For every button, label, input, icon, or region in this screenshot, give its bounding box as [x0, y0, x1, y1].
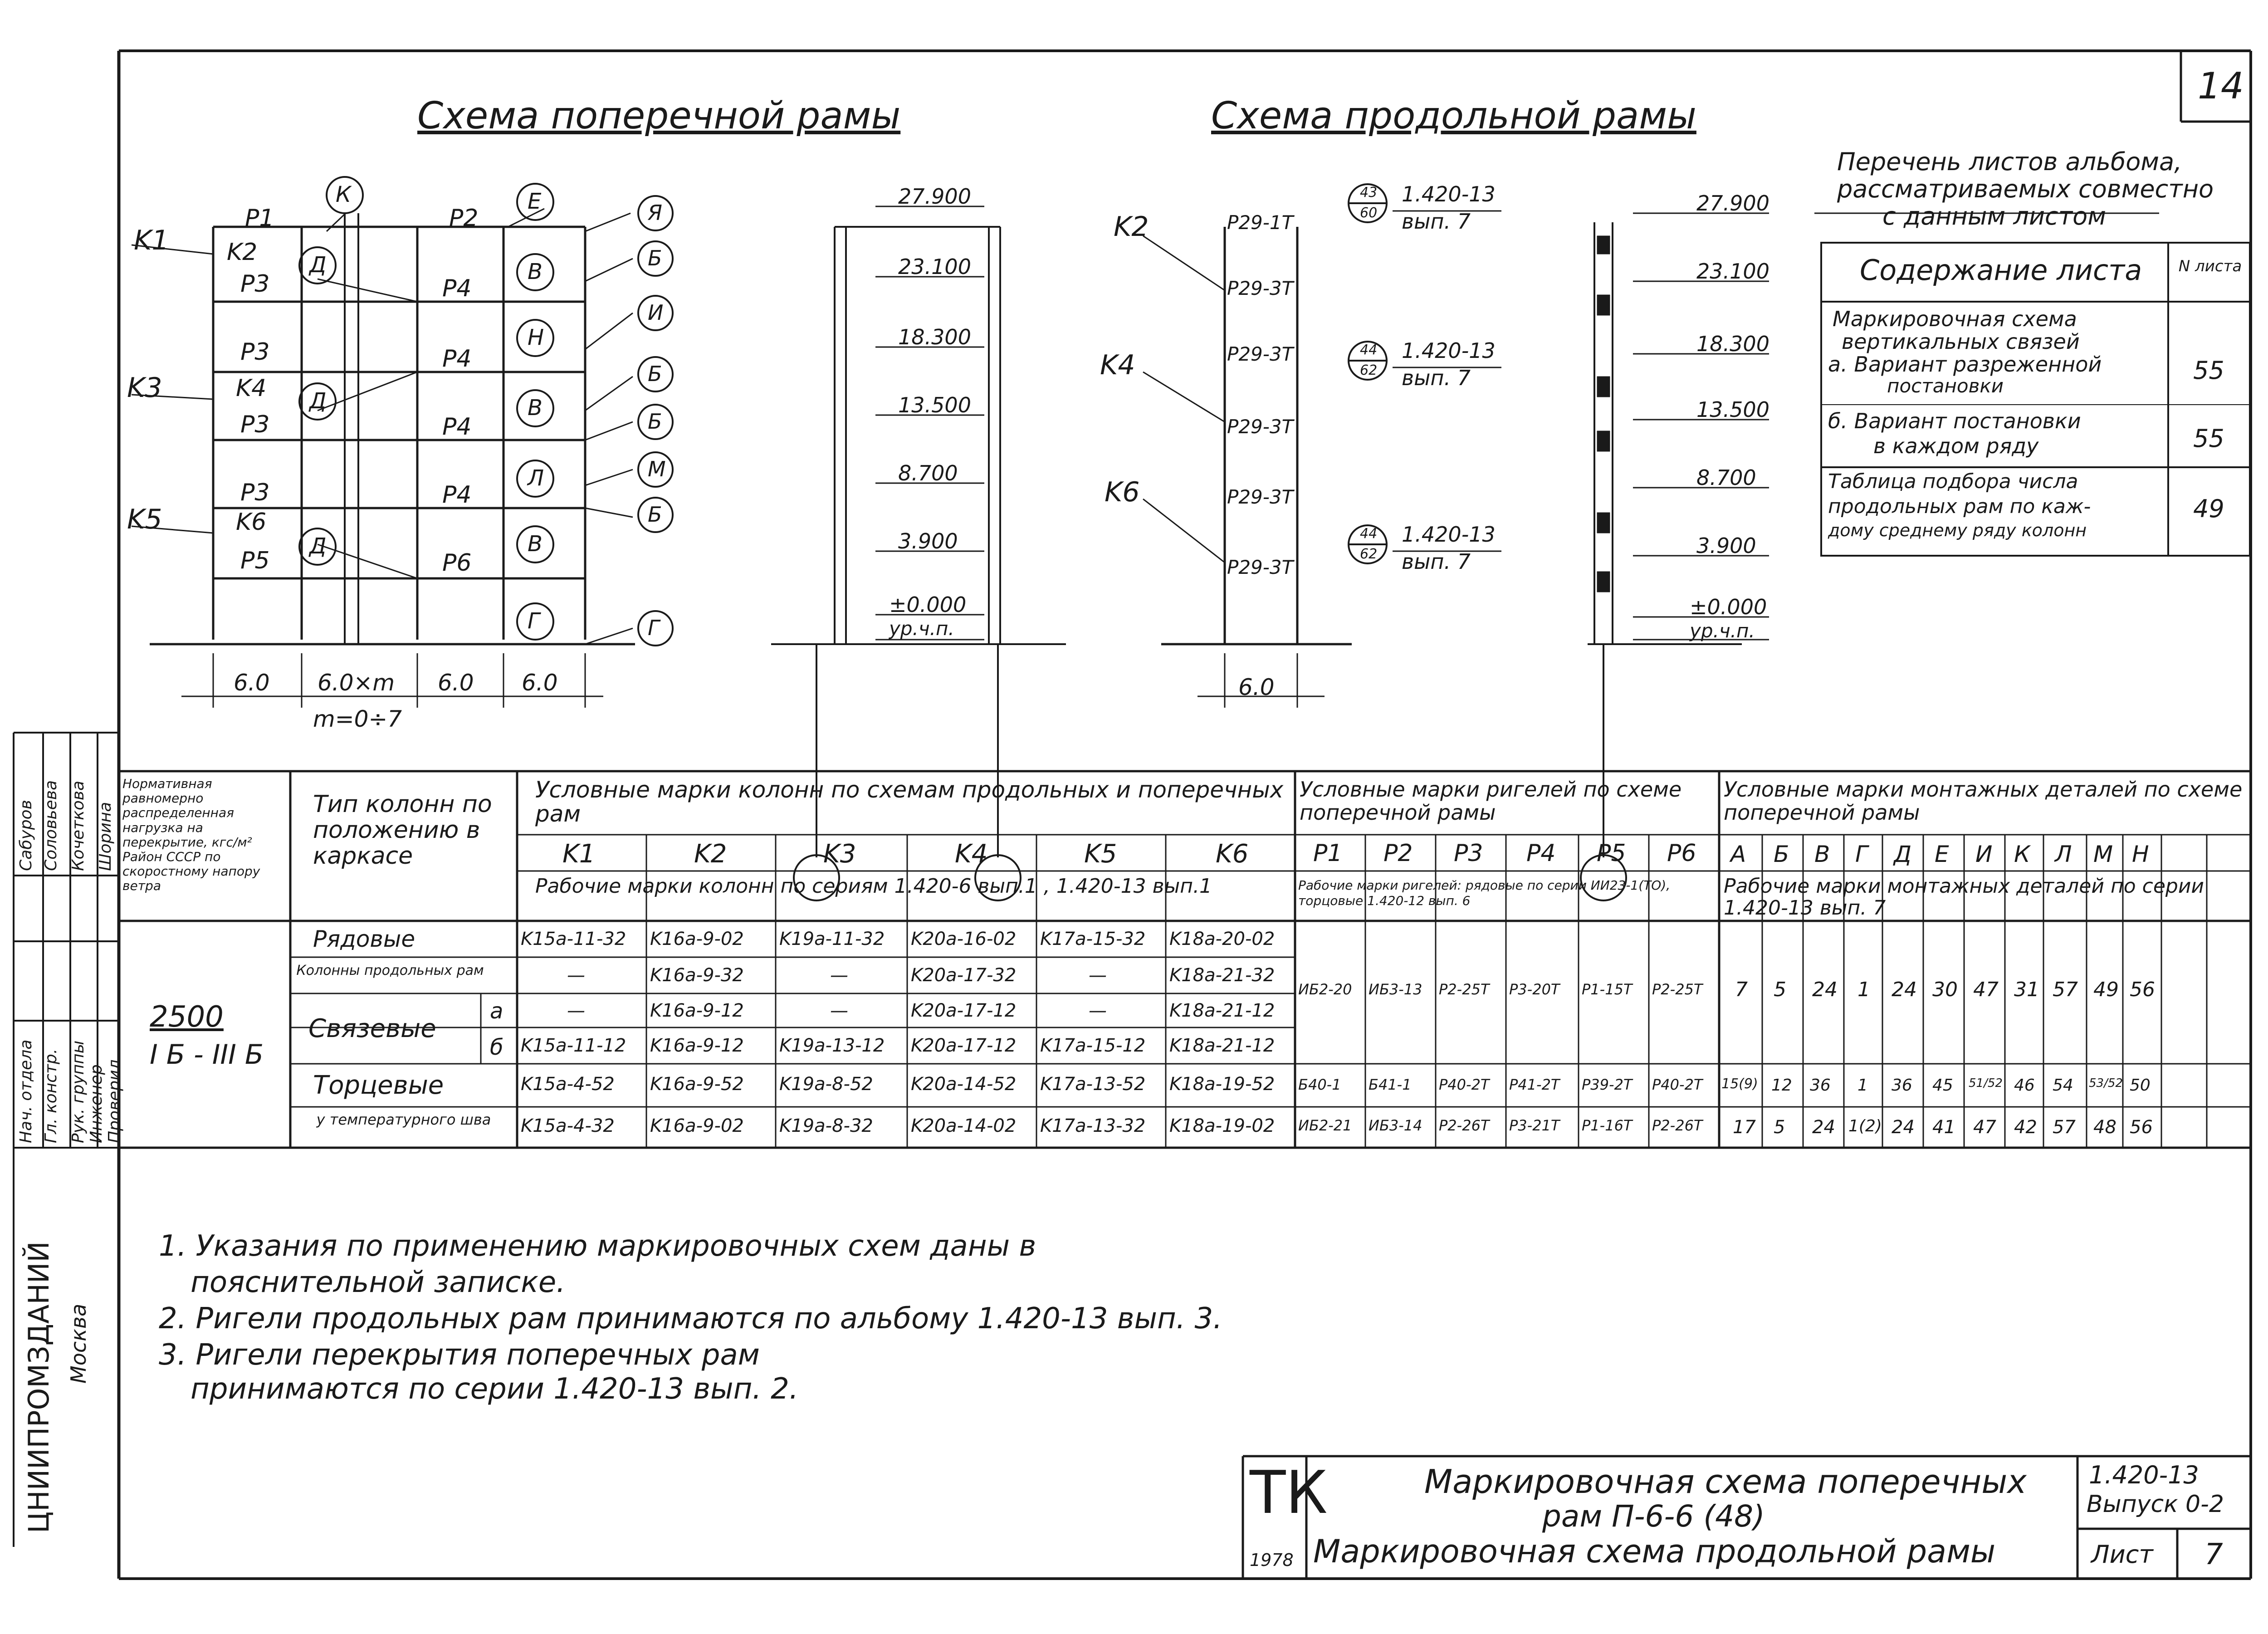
- column-mark: K16a-9-12: [650, 1000, 744, 1021]
- beam-label: P1: [245, 205, 274, 232]
- load-value: 2500: [150, 1000, 224, 1034]
- ref-issue: вып. 7: [1402, 209, 1471, 234]
- mark-letter: Б: [648, 362, 662, 386]
- album-list-row-text: Таблица подбора числа: [1828, 470, 2078, 493]
- beam-label: P29-3T: [1227, 277, 1294, 299]
- elevation-mark: 8.700: [898, 461, 958, 485]
- part-mark: 12: [1771, 1076, 1792, 1095]
- elevation-mark: 23.100: [1696, 259, 1769, 284]
- beam-label: P4: [442, 345, 472, 372]
- column-code: K2: [694, 839, 727, 869]
- ref-number: 62: [1360, 546, 1378, 562]
- beam-mark: P40-2T: [1439, 1076, 1490, 1093]
- column-mark: K15a-11-12: [521, 1035, 626, 1056]
- elevation-mark: 23.100: [898, 254, 971, 279]
- note-line: 1. Указания по применению маркировочных схем даны в: [159, 1229, 1036, 1263]
- column-mark: K19a-8-32: [779, 1115, 873, 1136]
- column-mark: —: [567, 1000, 585, 1021]
- elevation-mark: 3.900: [898, 529, 958, 553]
- column-mark: —: [830, 1000, 848, 1021]
- ref-doc: 1.420-13: [1402, 522, 1496, 547]
- note-line: 2. Ригели продольных рам принимаются по альбому 1.420-13 вып. 3.: [159, 1302, 1222, 1336]
- part-mark: 24: [1892, 1117, 1915, 1138]
- ref-number: 44: [1360, 342, 1378, 358]
- ref-doc: 1.420-13: [1402, 338, 1496, 363]
- mark-letter: Б: [648, 409, 662, 434]
- album-list-row-number: 55: [2193, 356, 2224, 385]
- part-mark: 7: [1735, 978, 1748, 1001]
- elevation-mark: 13.500: [898, 393, 971, 417]
- beam-label: P29-3T: [1227, 556, 1294, 578]
- title-sheet-label: Лист: [2091, 1540, 2153, 1569]
- header-cond-parts: Условные марки монтажных деталей по схеме поперечной рамы: [1724, 777, 2243, 825]
- album-list-header-number: N листа: [2178, 257, 2242, 275]
- title-series: 1.420-13: [2089, 1461, 2199, 1489]
- mark-letter: К: [336, 182, 352, 207]
- title-line: рам П-6-6 (48): [1542, 1499, 1765, 1534]
- column-mark: K18a-19-02: [1169, 1115, 1275, 1136]
- column-mark: K18a-21-12: [1169, 1000, 1275, 1021]
- part-code: К: [2014, 841, 2030, 867]
- column-mark: K15a-4-52: [521, 1074, 615, 1095]
- note-line: 3. Ригели перекрытия поперечных рам: [159, 1338, 760, 1372]
- part-mark: 53/52: [2089, 1076, 2123, 1090]
- album-list-title: Перечень листов альбома,: [1837, 147, 2182, 176]
- beam-code: P5: [1597, 840, 1626, 867]
- album-list-row-text: б. Вариант постановки: [1828, 409, 2081, 433]
- column-mark: K17a-15-12: [1040, 1035, 1146, 1056]
- mark-letter: Я: [648, 201, 662, 225]
- part-mark: 1(2): [1848, 1117, 1882, 1135]
- wind-region: I Б - III Б: [150, 1039, 264, 1071]
- part-mark: 57: [2053, 1117, 2076, 1138]
- part-mark: 45: [1932, 1076, 1953, 1095]
- row-type: у температурного шва: [316, 1111, 491, 1128]
- mark-letter: Д: [309, 533, 327, 559]
- beam-label: P4: [442, 413, 472, 440]
- elevation-mark: 27.900: [1696, 191, 1769, 215]
- note-line: пояснительной записке.: [191, 1266, 566, 1299]
- album-list-row-text: дому среднему ряду колонн: [1828, 520, 2087, 540]
- column-mark: K18a-19-52: [1169, 1074, 1275, 1095]
- column-mark: K19a-11-32: [779, 929, 885, 949]
- ref-number: 60: [1360, 205, 1378, 221]
- beam-mark: P3-20T: [1509, 981, 1560, 998]
- header-cond-beams: Условные марки ригелей по схеме поперечной рамы: [1300, 777, 1682, 825]
- stamp-name: Шорина: [96, 802, 115, 871]
- elevation-mark: 8.700: [1696, 465, 1756, 490]
- column-mark: K19a-13-12: [779, 1035, 885, 1056]
- beam-label: P29-3T: [1227, 343, 1294, 365]
- title-year: 1978: [1250, 1550, 1294, 1570]
- heading-longitudinal: Схема продольной рамы: [1211, 94, 1696, 137]
- column-code: K3: [823, 839, 856, 869]
- beam-label: P5: [240, 547, 270, 574]
- beam-mark: ИБ2-20: [1298, 981, 1352, 998]
- album-list-row-text: постановки: [1887, 375, 2004, 397]
- elevation-mark: 13.500: [1696, 397, 1769, 422]
- ref-issue: вып. 7: [1402, 549, 1471, 574]
- beam-mark: ИБ2-21: [1298, 1117, 1352, 1134]
- beam-mark: P3-21T: [1509, 1117, 1560, 1134]
- part-mark: 50: [2130, 1076, 2151, 1095]
- album-list-row-text: Маркировочная схема: [1833, 307, 2077, 331]
- column-label: K4: [236, 375, 267, 402]
- album-list-row-text: в каждом ряду: [1873, 434, 2039, 458]
- heading-transverse: Схема поперечной рамы: [417, 94, 901, 137]
- part-mark: 54: [2053, 1076, 2073, 1095]
- part-mark: 17: [1733, 1117, 1756, 1138]
- dimension-note: m=0÷7: [313, 706, 402, 732]
- beam-label: P3: [240, 270, 270, 298]
- dimension: 6.0: [438, 670, 474, 696]
- dimension: 6.0: [234, 670, 270, 696]
- beam-mark: ИБ3-13: [1369, 981, 1422, 998]
- elevation-mark: 3.900: [1696, 533, 1756, 558]
- column-mark: —: [567, 965, 585, 986]
- album-list-row-text: а. Вариант разреженной: [1828, 352, 2102, 377]
- column-code: K1: [562, 839, 596, 869]
- stamp-role: Рук. группы: [69, 1040, 88, 1143]
- column-mark: K20a-14-02: [911, 1115, 1017, 1136]
- stamp-role: Инженер: [87, 1064, 106, 1143]
- header-load: Нормативная равномерно распределенная нагрузка на перекрытие, кгс/м² Район СССР по скоростному напору ветра: [122, 776, 260, 894]
- stamp-role: Проверил: [105, 1059, 124, 1143]
- column-mark: K17a-15-32: [1040, 929, 1146, 949]
- mark-letter: Д: [309, 252, 327, 278]
- beam-mark: P2-25T: [1652, 981, 1703, 998]
- album-list-row-number: 55: [2193, 424, 2224, 453]
- beam-mark: P2-26T: [1439, 1117, 1490, 1134]
- elevation-mark: ±0.000: [889, 592, 967, 617]
- dimension: 6.0×m: [318, 670, 395, 696]
- column-mark: K20a-17-12: [911, 1035, 1017, 1056]
- mark-letter: Д: [309, 388, 327, 414]
- ref-number: 62: [1360, 362, 1378, 378]
- column-mark: —: [1089, 965, 1107, 986]
- part-mark: 24: [1812, 978, 1838, 1001]
- part-code: Г: [1855, 841, 1868, 867]
- part-code: Д: [1894, 841, 1912, 867]
- part-mark: 24: [1812, 1117, 1835, 1138]
- column-code: K5: [1084, 839, 1117, 869]
- sheet-number: 14: [2198, 65, 2244, 107]
- beam-mark: P1-16T: [1582, 1117, 1633, 1134]
- stamp-role: Нач. отдела: [17, 1039, 35, 1143]
- column-mark: K20a-16-02: [911, 929, 1017, 949]
- mark-letter: И: [648, 300, 664, 325]
- mark-letter: Б: [648, 246, 662, 270]
- row-sub: а: [490, 998, 503, 1024]
- column-mark: K15a-11-32: [521, 929, 626, 949]
- album-list-title: с данным листом: [1882, 202, 2106, 230]
- album-list-row-number: 49: [2193, 494, 2224, 523]
- ref-number: 44: [1360, 526, 1378, 542]
- row-sub: б: [490, 1035, 503, 1060]
- part-mark: 5: [1774, 1117, 1785, 1138]
- column-label: K4: [1100, 349, 1135, 381]
- part-mark: 1: [1857, 978, 1870, 1001]
- part-mark: 36: [1892, 1076, 1912, 1095]
- mark-letter: Б: [648, 502, 662, 527]
- column-label: K6: [236, 509, 267, 536]
- column-mark: K20a-14-52: [911, 1074, 1017, 1095]
- beam-mark: Б41-1: [1369, 1076, 1412, 1093]
- part-mark: 41: [1932, 1117, 1955, 1138]
- part-mark: 56: [2130, 978, 2155, 1001]
- beam-code: P1: [1313, 840, 1343, 867]
- stamp-name: Кочеткова: [69, 780, 88, 871]
- header-column-type: Тип колонн по положению в каркасе: [313, 791, 492, 870]
- mark-letter: Е: [528, 189, 542, 214]
- row-type: Колонны продольных рам: [296, 963, 484, 978]
- part-code: В: [1814, 841, 1830, 867]
- mark-letter: В: [528, 531, 543, 557]
- title-sheet-number: 7: [2204, 1538, 2223, 1571]
- part-mark: 57: [2053, 978, 2078, 1001]
- ref-doc: 1.420-13: [1402, 182, 1496, 206]
- column-label: K2: [1114, 211, 1149, 243]
- dimension: 6.0: [1238, 674, 1275, 700]
- part-mark: 5: [1774, 978, 1786, 1001]
- note-line: принимаются по серии 1.420-13 вып. 2.: [191, 1372, 799, 1406]
- beam-mark: P41-2T: [1509, 1076, 1560, 1093]
- column-mark: K20a-17-12: [911, 1000, 1017, 1021]
- column-mark: K20a-17-32: [911, 965, 1017, 986]
- column-label: K3: [127, 372, 162, 404]
- header-working-beams: Рабочие марки ригелей: рядовые по серии ИИ23-1(ТО), торцовые 1.420-12 вып. 6: [1298, 878, 1671, 908]
- beam-label: P4: [442, 275, 472, 302]
- column-label: K6: [1105, 476, 1140, 508]
- dimension: 6.0: [522, 670, 558, 696]
- beam-code: P4: [1526, 840, 1556, 867]
- beam-mark: P2-26T: [1652, 1117, 1703, 1134]
- mark-letter: Л: [528, 465, 544, 491]
- part-mark: 1: [1857, 1076, 1868, 1095]
- beam-mark: P39-2T: [1582, 1076, 1633, 1093]
- column-label: K5: [127, 504, 162, 535]
- column-mark: K17a-13-32: [1040, 1115, 1146, 1136]
- elevation-mark: ур.ч.п.: [1690, 620, 1755, 642]
- beam-code: P3: [1454, 840, 1483, 867]
- elevation-mark: 27.900: [898, 184, 971, 209]
- part-mark: 15(9): [1721, 1076, 1758, 1092]
- stamp-city: Москва: [66, 1303, 91, 1384]
- beam-mark: P2-25T: [1439, 981, 1490, 998]
- column-mark: K18a-21-12: [1169, 1035, 1275, 1056]
- column-mark: —: [830, 965, 848, 986]
- beam-label: P4: [442, 481, 472, 509]
- column-mark: —: [1089, 1000, 1107, 1021]
- column-mark: K16a-9-32: [650, 965, 744, 986]
- mark-letter: В: [528, 259, 543, 284]
- part-code: Е: [1935, 841, 1949, 867]
- part-mark: 30: [1932, 978, 1958, 1001]
- stamp-name: Соловьева: [42, 780, 60, 871]
- column-mark: K16a-9-12: [650, 1035, 744, 1056]
- column-mark: K16a-9-02: [650, 929, 744, 949]
- part-code: Н: [2132, 841, 2149, 867]
- title-line: Маркировочная схема продольной рамы: [1313, 1533, 1996, 1570]
- beam-label: P2: [449, 205, 479, 232]
- part-code: Б: [1774, 841, 1789, 867]
- title-logo: ТК: [1250, 1458, 1328, 1527]
- beam-mark: ИБ3-14: [1369, 1117, 1422, 1134]
- column-mark: K16a-9-02: [650, 1115, 744, 1136]
- part-mark: 47: [1973, 1117, 1996, 1138]
- column-mark: K18a-20-02: [1169, 929, 1275, 949]
- part-mark: 36: [1810, 1076, 1831, 1095]
- part-code: Л: [2055, 841, 2072, 867]
- header-working-parts: Рабочие марки монтажных деталей по серии 1.420-13 вып. 7: [1724, 875, 2204, 920]
- part-mark: 46: [2014, 1076, 2035, 1095]
- mark-letter: Г: [648, 616, 660, 640]
- row-type: Торцевые: [313, 1071, 444, 1100]
- stamp-name: Сабуров: [17, 800, 35, 871]
- album-list-title: рассматриваемых совместно: [1837, 175, 2214, 203]
- beam-code: P6: [1667, 840, 1696, 867]
- mark-letter: М: [648, 457, 666, 481]
- column-mark: K18a-21-32: [1169, 965, 1275, 986]
- mark-letter: Г: [528, 608, 540, 634]
- row-type: Связевые: [308, 1014, 436, 1043]
- album-list-row-text: вертикальных связей: [1842, 329, 2080, 354]
- part-mark: 31: [2014, 978, 2039, 1001]
- beam-mark: P40-2T: [1652, 1076, 1703, 1093]
- title-line: Маркировочная схема поперечных: [1424, 1463, 2027, 1501]
- column-mark: K17a-13-52: [1040, 1074, 1146, 1095]
- part-code: А: [1730, 841, 1746, 867]
- row-type: Рядовые: [313, 926, 415, 952]
- part-mark: 42: [2014, 1117, 2037, 1138]
- beam-mark: P1-15T: [1582, 981, 1633, 998]
- column-code: K4: [955, 839, 988, 869]
- part-mark: 56: [2130, 1117, 2153, 1138]
- part-mark: 48: [2093, 1117, 2116, 1138]
- beam-label: P6: [442, 549, 472, 577]
- album-list-row-text: продольных рам по каж-: [1828, 495, 2091, 518]
- part-mark: 24: [1892, 978, 1917, 1001]
- beam-mark: Б40-1: [1298, 1076, 1341, 1093]
- header-cond-columns: Условные марки колонн по схемам продольных и поперечных рам: [535, 777, 1284, 827]
- beam-label: P29-3T: [1227, 486, 1294, 508]
- beam-label: P29-1T: [1227, 211, 1294, 234]
- elevation-mark: 18.300: [1696, 332, 1769, 356]
- ref-issue: вып. 7: [1402, 366, 1471, 390]
- column-mark: K19a-8-52: [779, 1074, 873, 1095]
- ref-number: 43: [1360, 185, 1378, 201]
- beam-label: P3: [240, 411, 270, 438]
- part-code: И: [1975, 841, 1993, 867]
- part-mark: 49: [2093, 978, 2119, 1001]
- column-mark: K15a-4-32: [521, 1115, 615, 1136]
- part-mark: 51/52: [1969, 1076, 2003, 1090]
- column-code: K6: [1216, 839, 1249, 869]
- title-issue: Выпуск 0-2: [2087, 1491, 2224, 1518]
- mark-letter: В: [528, 395, 543, 421]
- stamp-role: Гл. констр.: [42, 1048, 60, 1143]
- column-label: K1: [134, 225, 169, 256]
- part-mark: 47: [1973, 978, 1999, 1001]
- column-mark: K16a-9-52: [650, 1074, 744, 1095]
- elevation-mark: ±0.000: [1690, 595, 1767, 619]
- stamp-org: ЦНИИПРОМЗДАНИЙ: [22, 1241, 55, 1533]
- header-working-columns: Рабочие марки колонн по сериям 1.420-6 вып.1 , 1.420-13 вып.1: [535, 875, 1212, 898]
- beam-code: P2: [1383, 840, 1413, 867]
- mark-letter: Н: [528, 325, 544, 350]
- elevation-mark: ур.ч.п.: [889, 617, 954, 640]
- column-label: K2: [227, 239, 258, 266]
- part-code: М: [2093, 841, 2113, 867]
- album-list-header-content: Содержание листа: [1860, 254, 2142, 287]
- elevation-mark: 18.300: [898, 325, 971, 349]
- beam-label: P3: [240, 338, 270, 366]
- beam-label: P3: [240, 479, 270, 506]
- beam-label: P29-3T: [1227, 416, 1294, 438]
